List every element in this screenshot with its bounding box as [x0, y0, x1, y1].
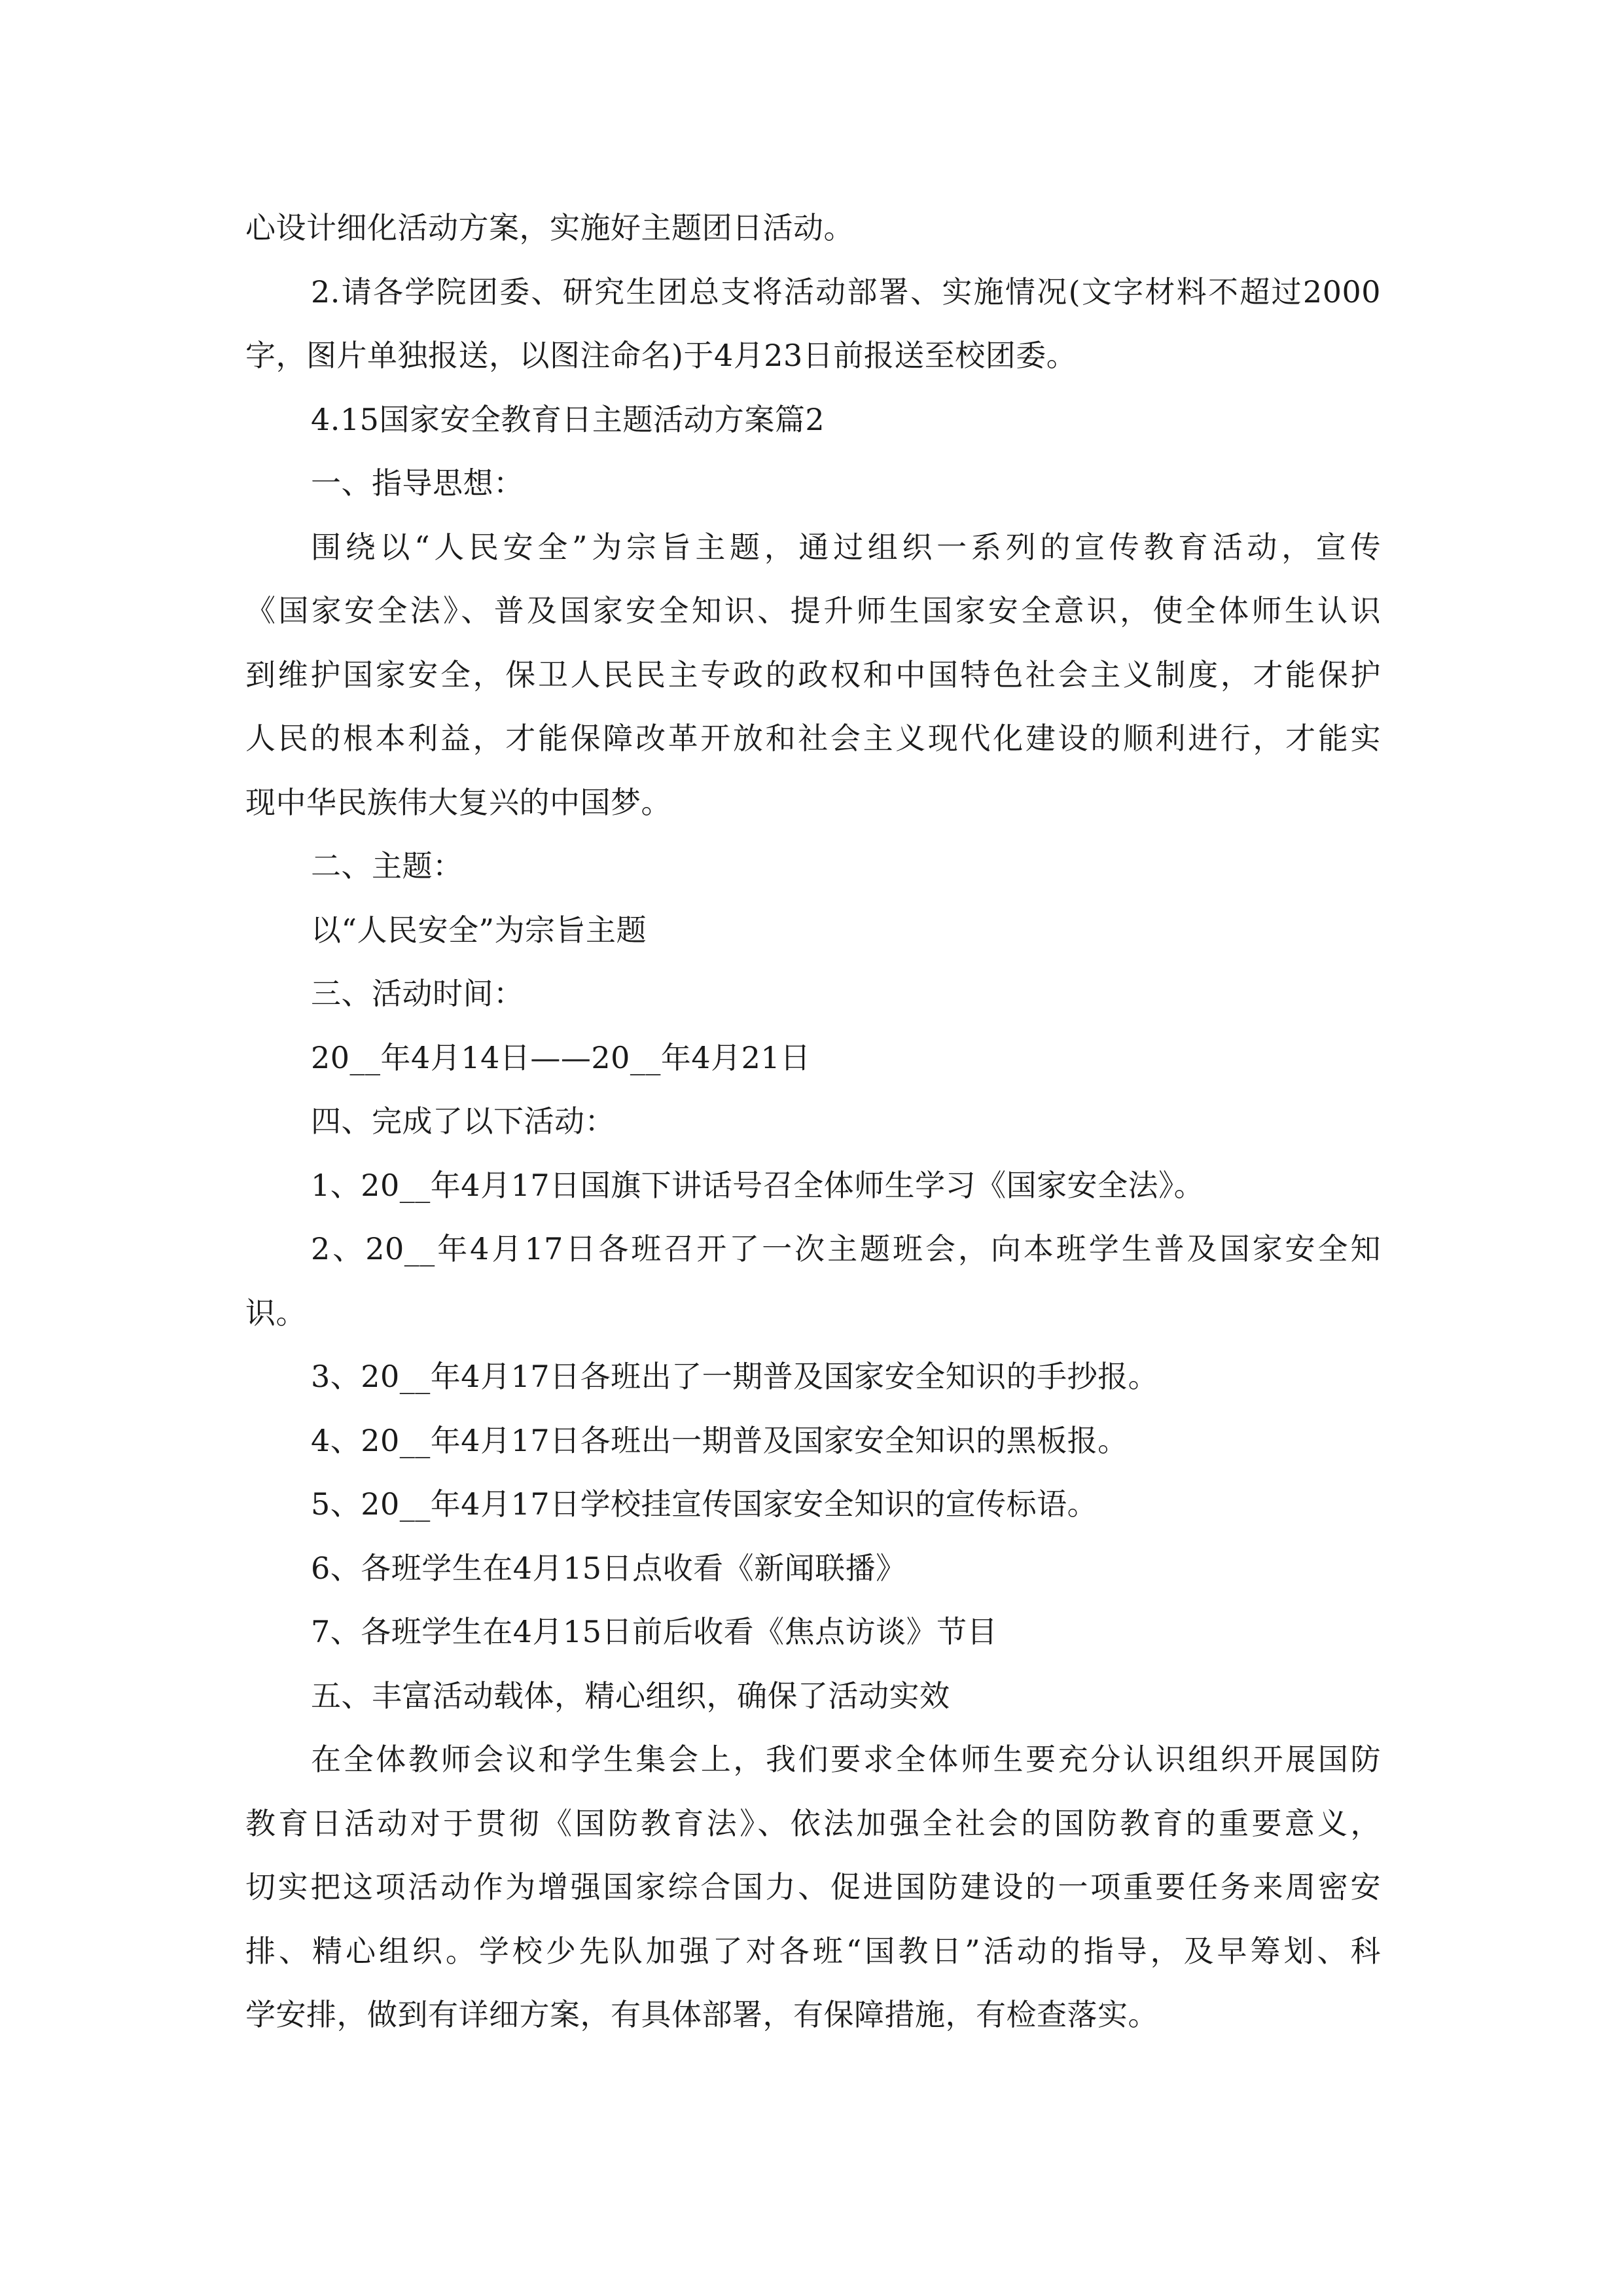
- text-line: 在全体教师会议和学生集会上，我们要求全体师生要充分认识组织开展国防: [311, 1742, 1381, 1777]
- text-line: 2.请各学院团委、研究生团总支将活动部署、实施情况(文字材料不超过2000: [311, 274, 1381, 310]
- text-line: 到维护国家安全，保卫人民民主专政的政权和中国特色社会主义制度，才能保护: [245, 656, 1381, 692]
- text-line: 以“人民安全”为宗旨主题: [311, 912, 647, 948]
- text-line: 4.15国家安全教育日主题活动方案篇2: [311, 401, 825, 437]
- text-line: 字，图片单独报送，以图注命名)于4月23日前报送至校团委。: [245, 338, 1077, 373]
- text-line: 《国家安全法》、普及国家安全知识、提升师生国家安全意识，使全体师生认识: [245, 593, 1381, 628]
- document-body: [245, 196, 1381, 2047]
- text-line: 人民的根本利益，才能保障改革开放和社会主义现代化建设的顺利进行，才能实: [245, 721, 1381, 756]
- text-line: 心设计细化活动方案，实施好主题团日活动。: [245, 210, 854, 245]
- text-line: 五、丰富活动载体，精心组织，确保了活动实效: [311, 1677, 950, 1713]
- text-line: 识。: [245, 1295, 306, 1331]
- text-line: 20__年4月14日——20__年4月21日: [311, 1039, 811, 1075]
- text-line: 7、各班学生在4月15日前后收看《焦点访谈》节目: [311, 1614, 998, 1649]
- text-line: 现中华民族伟大复兴的中国梦。: [245, 784, 671, 820]
- text-line: 6、各班学生在4月15日点收看《新闻联播》: [311, 1550, 906, 1586]
- text-line: 5、20__年4月17日学校挂宣传国家安全知识的宣传标语。: [311, 1486, 1098, 1522]
- text-line: 4、20__年4月17日各班出一期普及国家安全知识的黑板报。: [311, 1422, 1128, 1458]
- text-line: 2、20__年4月17日各班召开了一次主题班会，向本班学生普及国家安全知: [311, 1231, 1381, 1266]
- text-line: 二、主题：: [311, 848, 463, 884]
- text-line: 学安排，做到有详细方案，有具体部署，有保障措施，有检查落实。: [245, 1997, 1158, 2032]
- text-line: 教育日活动对于贯彻《国防教育法》、依法加强全社会的国防教育的重要意义，: [245, 1805, 1381, 1841]
- text-line: 3、20__年4月17日各班出了一期普及国家安全知识的手抄报。: [311, 1359, 1159, 1394]
- text-line: 切实把这项活动作为增强国家综合国力、促进国防建设的一项重要任务来周密安: [245, 1869, 1381, 1905]
- text-line: 四、完成了以下活动：: [311, 1103, 615, 1139]
- text-line: 一、指导思想：: [311, 465, 524, 501]
- text-line: 围绕以“人民安全”为宗旨主题，通过组织一系列的宣传教育活动，宣传: [311, 529, 1381, 565]
- text-line: 三、活动时间：: [311, 976, 524, 1011]
- text-line: 排、精心组织。学校少先队加强了对各班“国教日”活动的指导，及早筹划、科: [245, 1933, 1381, 1969]
- text-line: 1、20__年4月17日国旗下讲话号召全体师生学习《国家安全法》。: [311, 1167, 1205, 1203]
